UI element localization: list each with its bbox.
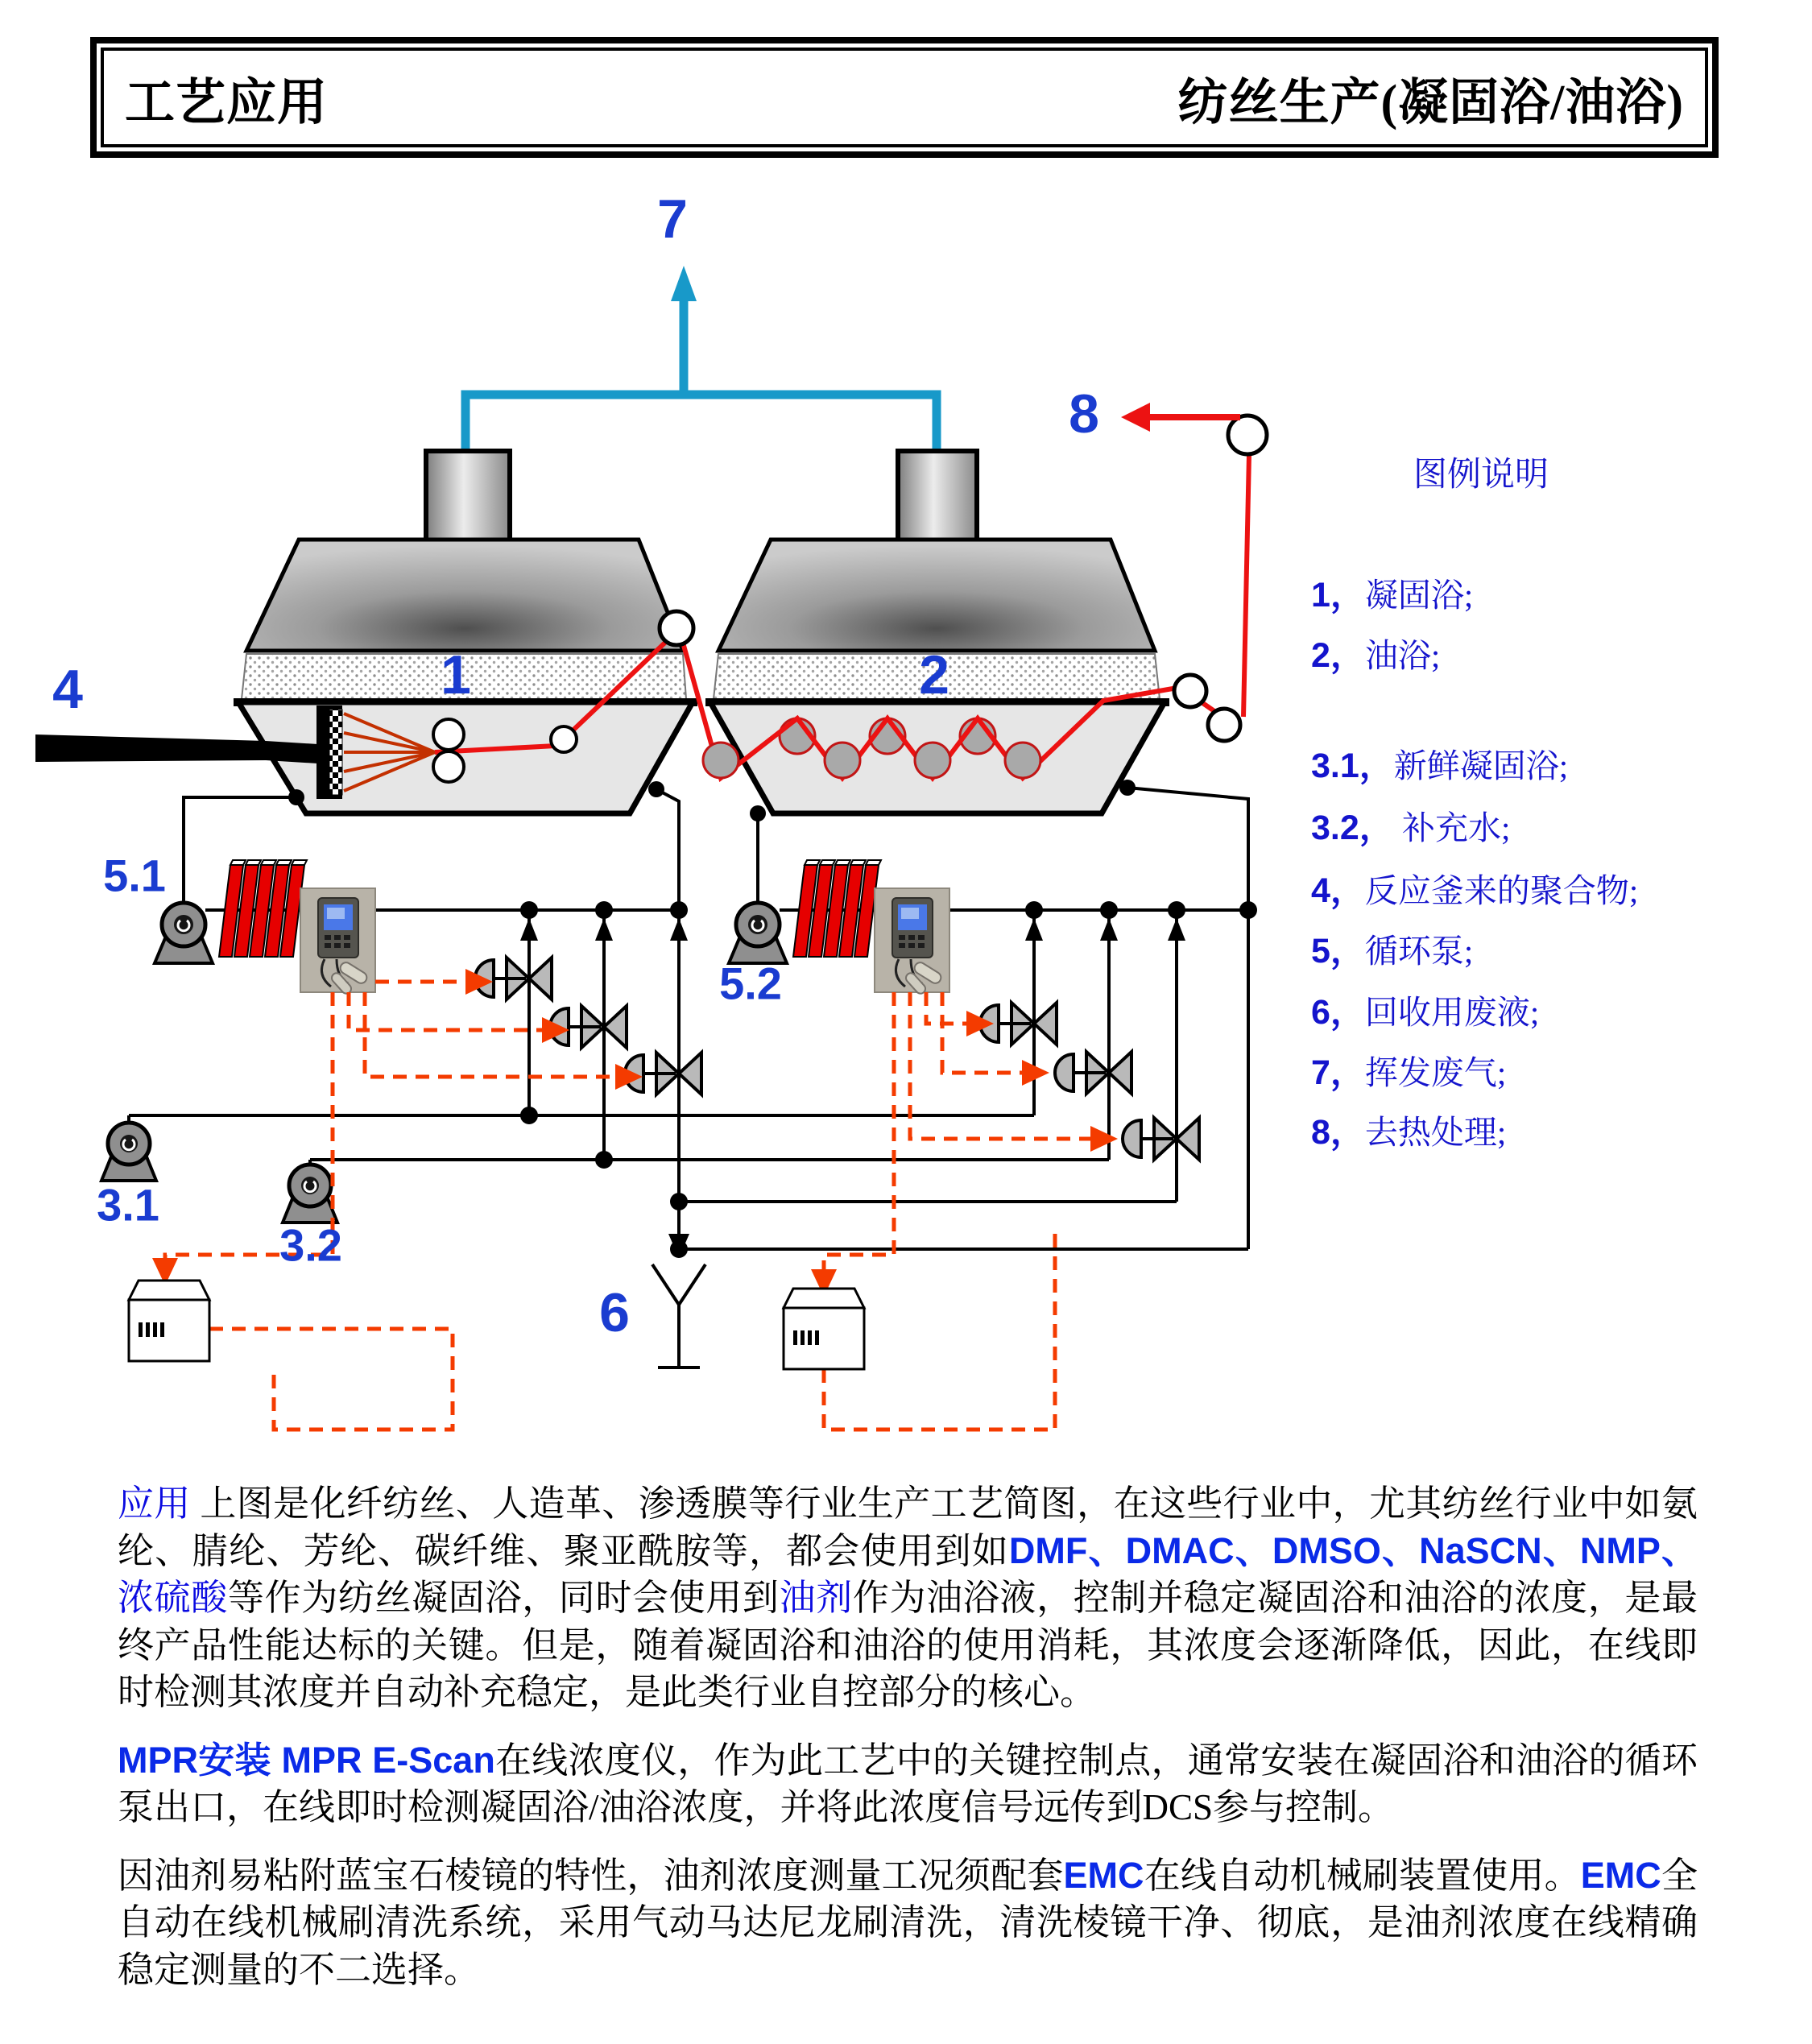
analyzer-2-photo [875, 888, 949, 995]
para2-s1: 在线浓度仪，作为此工艺中的关键控制点，通常安装在凝固浴和油浴的循环泵出口，在线即时检测凝固浴/油浴浓度，并将此浓度信号远传到DCS参与控制。 [118, 1740, 1698, 1827]
para3-emc2: EMC [1580, 1854, 1661, 1896]
fiber-riser [1243, 454, 1249, 717]
para1-lead: 应用 [118, 1483, 191, 1524]
paragraph-mpr-install [118, 1737, 1698, 1831]
vent-arrow-icon [671, 266, 697, 301]
legend-text: 挥发废气; [1364, 1054, 1507, 1091]
para1-oil: 油剂 [779, 1578, 853, 1618]
legend-item-7 [1311, 1045, 1506, 1094]
legend-text: 去热处理; [1364, 1114, 1507, 1151]
tank1-hood [246, 540, 683, 651]
pump-3-2-icon [283, 1165, 337, 1223]
label-bath-1: 1 [441, 644, 471, 705]
label-pump-3-2: 3.2 [279, 1219, 342, 1271]
heat-exchanger-2-icon [793, 860, 881, 957]
legend-num: 4， [1311, 871, 1365, 910]
para1-s1: 上图是化纤纺丝、人造革、渗透膜等行业生产工艺简图，在这些行业中，尤其纺丝行业中如氨纶、腈纶、芳纶、碳纤维、聚亚酰胺等，都会使用到如 [118, 1483, 1698, 1571]
pump-5-2-icon [729, 903, 787, 963]
legend-num: 3.2， [1311, 809, 1394, 847]
legend-item-2 [1311, 628, 1440, 677]
legend-item-6 [1311, 985, 1539, 1034]
title-bar-inner [101, 48, 1708, 147]
para3-s1: 因油剂易粘附蓝宝石棱镜的特性，油剂浓度测量工况须配套 [118, 1855, 1064, 1896]
analyzer-1-photo [300, 888, 375, 995]
legend-item-3-1 [1311, 739, 1568, 788]
para1-s3: 作为油浴液，控制并稳定凝固浴和油浴的浓度，是最终产品性能达标的关键。但是，随着凝固浴和油浴的使用消耗，其浓度会逐渐降低，因此，在线即时检测其浓度并自动补充稳定，是此类行业自控部分的核心。 [118, 1578, 1698, 1712]
page-title-left: 工艺应用 [125, 75, 329, 130]
waste-drain-icon [652, 1264, 705, 1367]
legend-title: 图例说明 [1413, 457, 1549, 494]
legend-num: 8， [1311, 1113, 1365, 1152]
label-vent-7: 7 [657, 188, 688, 250]
legend-num: 3.1， [1311, 747, 1394, 785]
title-bar [90, 37, 1719, 158]
para3-s3: 全自动在线机械刷清洗系统，采用气动马达尼龙刷清洗，清洗棱镜干净、彻底，是油剂浓度在线精确稳定测量的不二选择。 [118, 1855, 1698, 1990]
legend-item-5 [1311, 924, 1473, 973]
pump-3-1-icon [101, 1123, 156, 1181]
tank1-chimney [426, 451, 510, 541]
para2-mpr: MPR安装 [118, 1739, 282, 1781]
spinneret-face [329, 710, 342, 795]
legend-item-8 [1311, 1105, 1506, 1154]
legend-text: 回收用废液; [1364, 994, 1540, 1031]
page-title-right: 纺丝生产(凝固浴/油浴) [1177, 75, 1684, 130]
tank2-hood [718, 540, 1155, 651]
para3-s2: 在线自动机械刷装置使用。 [1144, 1855, 1581, 1896]
heat-treatment-arrow-icon [1121, 403, 1150, 432]
legend-text: 循环泵; [1364, 933, 1474, 970]
label-heat-8: 8 [1069, 383, 1099, 445]
legend-item-1 [1311, 568, 1473, 617]
label-pump-5-1: 5.1 [103, 850, 166, 901]
legend-item-3-2 [1311, 801, 1510, 850]
legend-num: 2， [1311, 636, 1365, 675]
legend-num: 7， [1311, 1053, 1365, 1092]
legend-text: 新鲜凝固浴; [1393, 747, 1569, 784]
legend-item-4 [1311, 863, 1638, 912]
para1-acid: 浓硫酸 [118, 1578, 228, 1618]
legend-text: 反应釜来的聚合物; [1364, 872, 1639, 909]
tank2-chimney [898, 451, 977, 541]
exhaust-vent-pipe [465, 290, 937, 453]
paragraph-application [118, 1480, 1698, 1716]
label-drain-6: 6 [599, 1282, 630, 1343]
label-pump-5-2: 5.2 [719, 958, 782, 1009]
legend-text: 油浴; [1364, 637, 1441, 674]
heat-exchanger-1-icon [219, 860, 307, 957]
container-2-icon [784, 1289, 864, 1369]
legend-num: 1， [1311, 576, 1365, 614]
pump-5-1-icon [155, 903, 213, 963]
legend-num: 5， [1311, 932, 1365, 970]
label-pump-3-1: 3.1 [97, 1179, 159, 1231]
para1-s2: 等作为纺丝凝固浴，同时会使用到 [227, 1578, 780, 1618]
paragraph-emc [118, 1852, 1698, 1994]
label-feed-4: 4 [52, 659, 83, 720]
body-text [118, 1480, 1698, 2014]
pipe-junction-dots [288, 780, 1257, 1258]
label-bath-2: 2 [919, 644, 949, 705]
para3-emc1: EMC [1063, 1854, 1144, 1896]
legend-text: 凝固浴; [1364, 577, 1474, 614]
legend-num: 6， [1311, 993, 1365, 1032]
para2-escan: MPR E-Scan [281, 1739, 495, 1781]
para1-chemicals: DMF、DMAC、DMSO、NaSCN、NMP、 [1008, 1529, 1698, 1571]
container-1-icon [129, 1281, 209, 1361]
legend-text: 补充水; [1393, 809, 1511, 846]
